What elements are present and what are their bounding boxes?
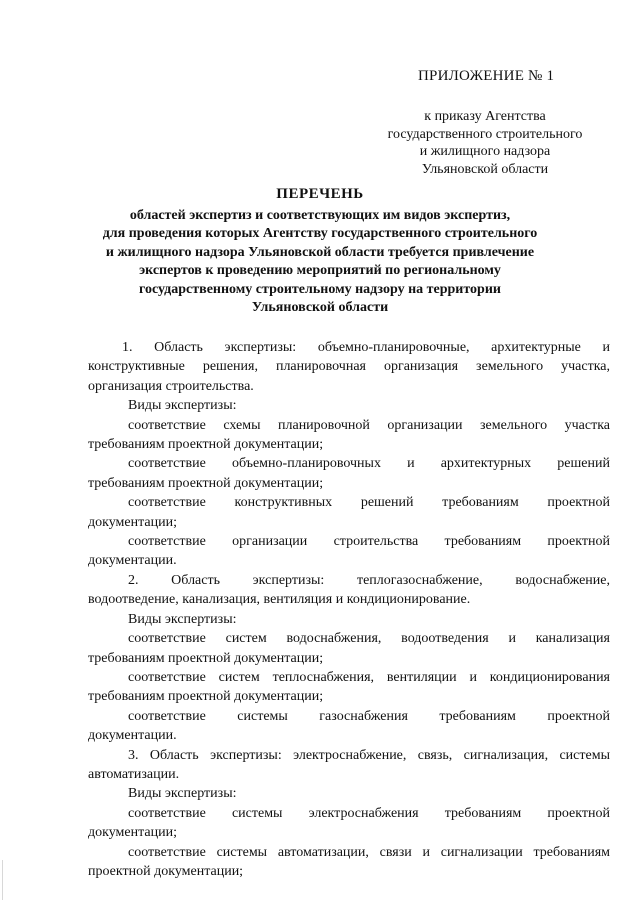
types-heading: Виды экспертизы: — [128, 786, 237, 802]
types-heading: Виды экспертизы: — [128, 611, 237, 627]
body-line: требованиям проектной документации; — [88, 437, 324, 453]
order-line: и жилищного надзора — [419, 144, 551, 159]
scan-edge-mark — [2, 860, 3, 900]
section-3-heading: 3. Область экспертизы: электроснабжение, связь, сигнализация, системы — [128, 747, 610, 763]
section-2-heading: 2. Область экспертизы: теплогазоснабжение, водоснабжение, — [128, 572, 610, 588]
order-reference — [350, 108, 620, 178]
body-line: соответствие организации строительства требованиям проектной — [128, 534, 610, 550]
title-line: для проведения которых Агентству государственного строительного — [102, 226, 538, 241]
document-body — [88, 338, 610, 881]
body-line: документации; — [88, 825, 177, 841]
body-line: документации. — [88, 553, 177, 569]
body-line: требованиям проектной документации; — [88, 689, 324, 705]
body-line: соответствие системы газоснабжения требованиям проектной — [128, 708, 610, 724]
title-line: государственному строительному надзору на территории — [139, 281, 501, 297]
body-line: организация строительства. — [88, 378, 254, 394]
section-1-heading: 1. Область экспертизы: объемно-планировочные, архитектурные и — [122, 340, 610, 355]
title-line: экспертов к проведению мероприятий по региональному — [139, 263, 501, 278]
body-line: соответствие схемы планировочной организации земельного участка — [128, 417, 610, 433]
title-line: Ульяновской области — [251, 300, 389, 315]
title-line: и жилищного надзора Ульяновской области требуется привлечение — [105, 244, 535, 260]
body-line: соответствие системы электроснабжения требованиям проектной — [128, 805, 610, 821]
order-line: государственного строительного — [387, 126, 583, 142]
document-title — [70, 185, 570, 318]
order-line: к приказу Агентства — [424, 109, 546, 124]
body-line: соответствие систем водоснабжения, водоотведения и канализация — [128, 631, 610, 647]
body-line: соответствие объемно-планировочных и архитектурных решений — [128, 456, 610, 472]
types-heading: Виды экспертизы: — [128, 398, 237, 414]
body-line: конструктивные решения, планировочная организация земельного участка, — [88, 359, 610, 375]
body-line: проектной документации; — [88, 863, 244, 879]
body-line: документации. — [88, 728, 177, 744]
body-line: документации; — [88, 514, 177, 530]
title-line: областей экспертиз и соответствующих им видов экспертиз, — [129, 207, 511, 223]
body-line: автоматизации. — [88, 766, 180, 782]
annex-number: ПРИЛОЖЕНИЕ № 1 — [418, 68, 555, 84]
body-line: соответствие систем теплоснабжения, вентиляции и кондиционирования — [128, 669, 610, 685]
body-line: требованиям проектной документации; — [88, 475, 324, 491]
body-line: водоотведение, канализация, вентиляция и кондиционирование. — [88, 592, 471, 608]
body-line: соответствие системы автоматизации, связи и сигнализации требованиям — [128, 844, 610, 860]
order-line: Ульяновской области — [421, 161, 549, 177]
body-line: соответствие конструктивных решений требованиям проектной — [128, 495, 610, 511]
title-main: ПЕРЕЧЕНЬ — [276, 186, 364, 202]
body-line: требованиям проектной документации; — [88, 650, 324, 666]
